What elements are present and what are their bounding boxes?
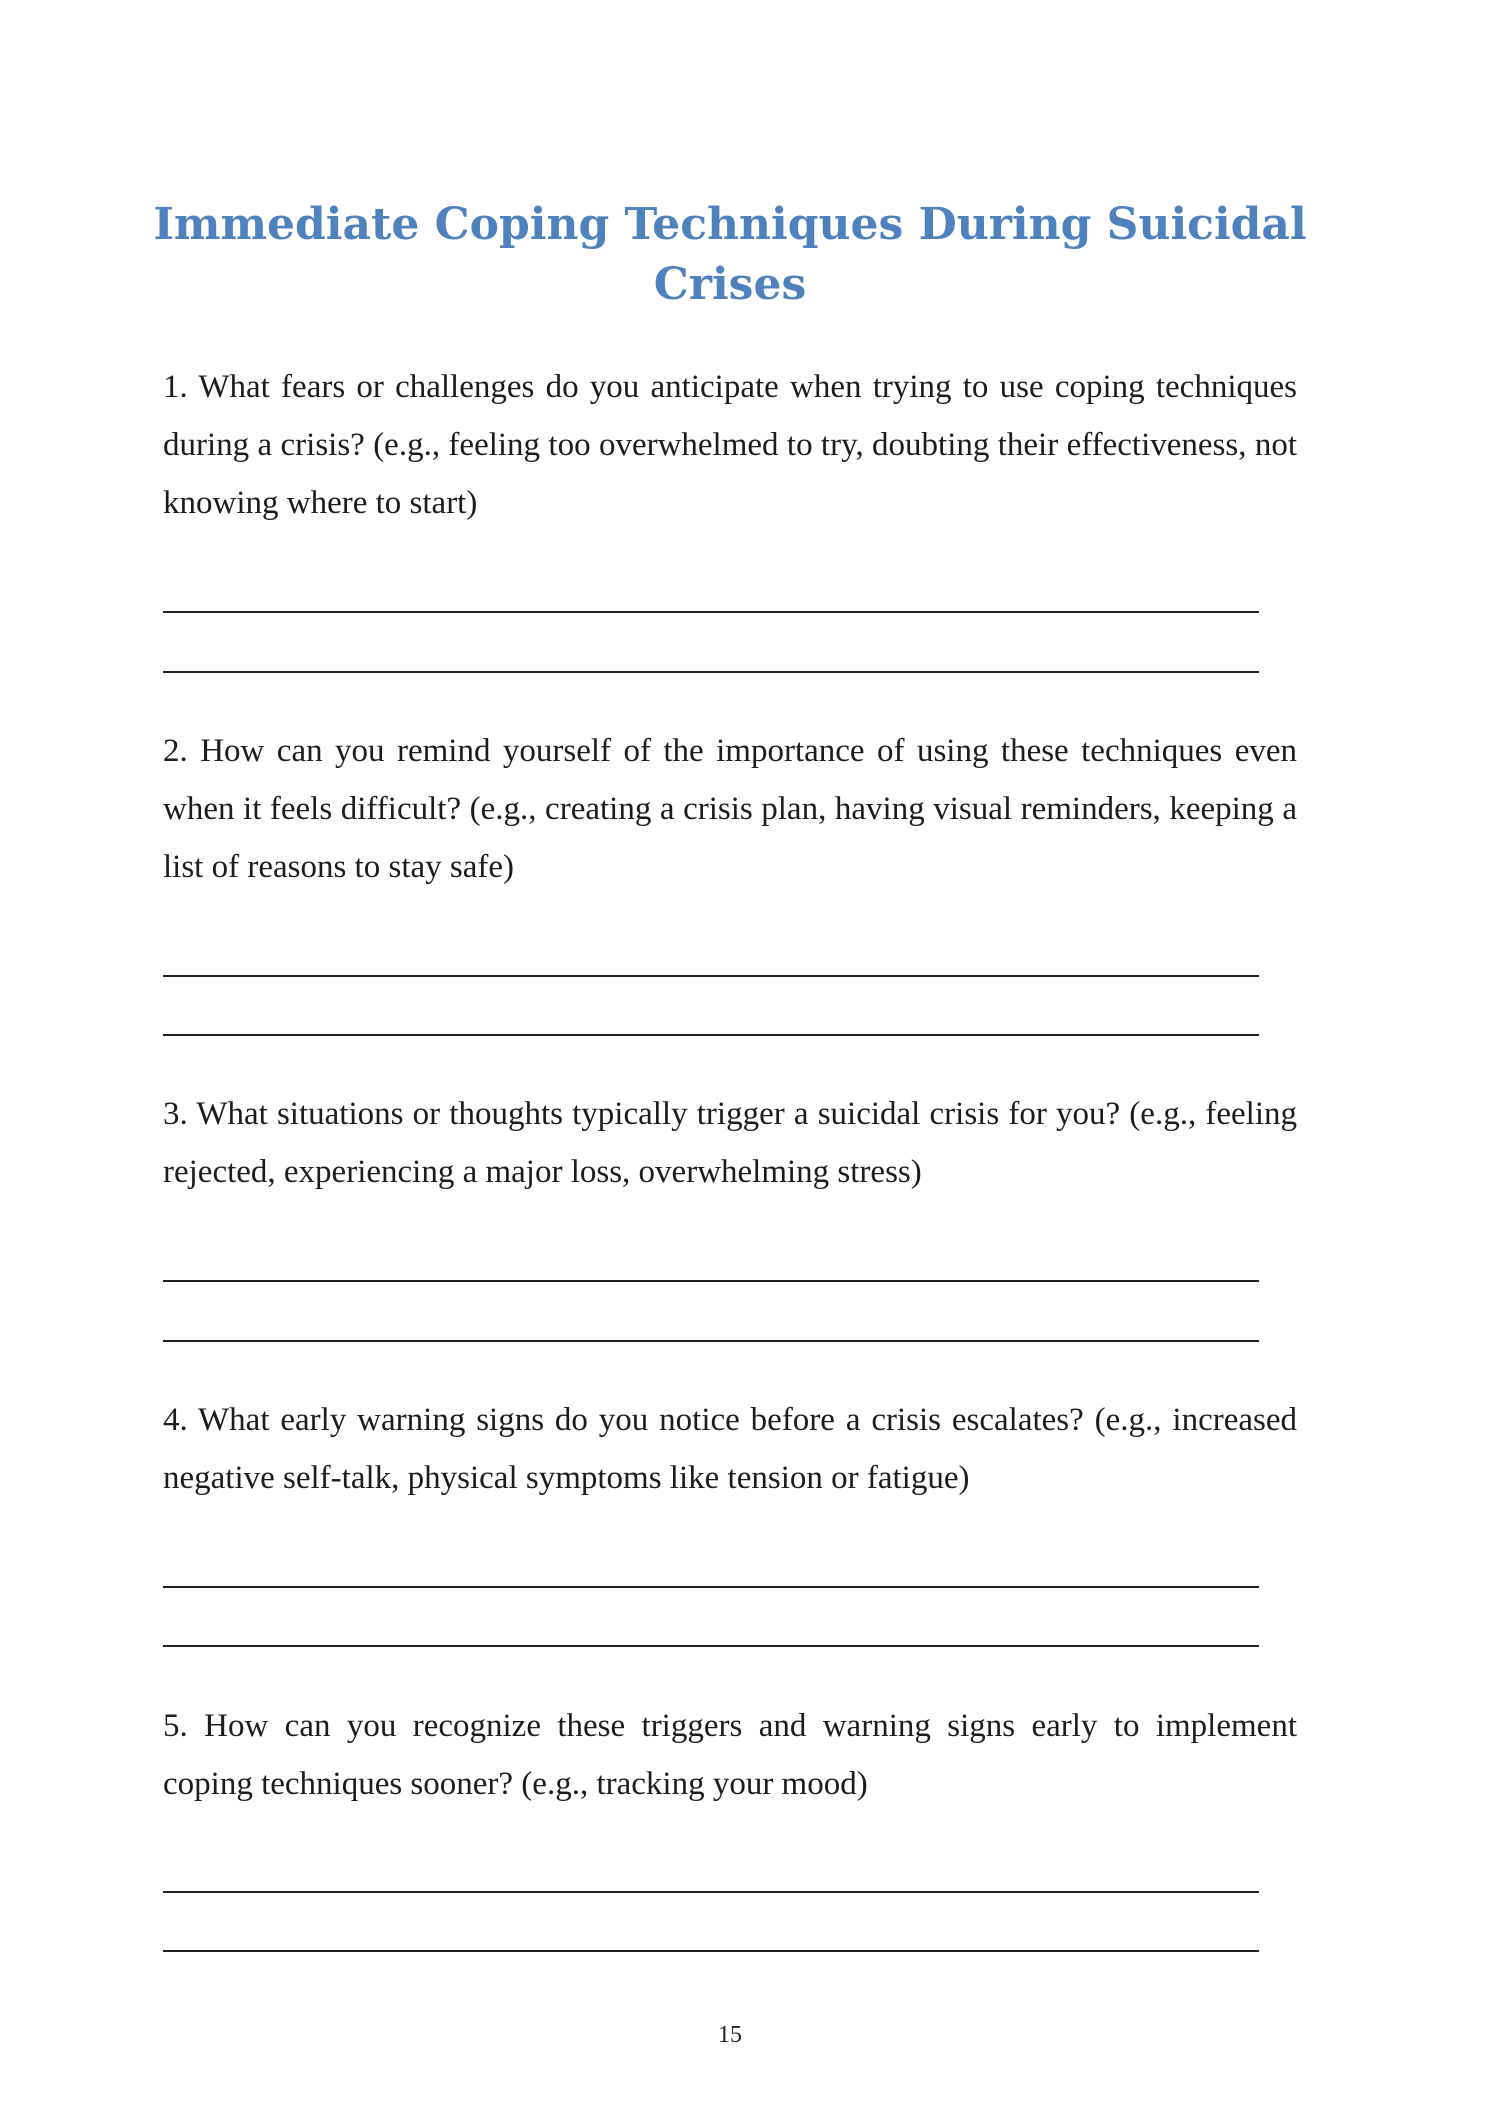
- answer-line-4a[interactable]: [163, 1586, 1259, 1588]
- answer-line-5a[interactable]: [163, 1891, 1259, 1893]
- answer-line-1b[interactable]: [163, 671, 1259, 673]
- answer-line-3b[interactable]: [163, 1340, 1259, 1342]
- question-2: 2. How can you remind yourself of the importance of using these techniques even when it feels difficult? (e.g., creating a crisis plan, having visual reminders, keeping a list of reasons to stay safe): [163, 733, 1297, 885]
- answer-line-1a[interactable]: [163, 611, 1259, 613]
- question-5: 5. How can you recognize these triggers and warning signs early to implement coping techniques sooner? (e.g., tracking your mood): [163, 1708, 1297, 1802]
- page-number: 15: [718, 2022, 742, 2048]
- answer-line-4b[interactable]: [163, 1645, 1259, 1647]
- page-title: Immediate Coping Techniques During Suicidal Crises: [153, 199, 1307, 310]
- answer-line-2b[interactable]: [163, 1034, 1259, 1036]
- answer-line-2a[interactable]: [163, 975, 1259, 977]
- question-4: 4. What early warning signs do you notice before a crisis escalates? (e.g., increased negative self-talk, physical symptoms like tension or fatigue): [163, 1402, 1297, 1496]
- question-1: 1. What fears or challenges do you anticipate when trying to use coping techniques during a crisis? (e.g., feeling too overwhelmed to try, doubting their effectiveness, not knowing where to start): [163, 369, 1297, 521]
- answer-line-5b[interactable]: [163, 1950, 1259, 1952]
- question-3: 3. What situations or thoughts typically trigger a suicidal crisis for you? (e.g., feeling rejected, experiencing a major loss, overwhelming stress): [163, 1096, 1297, 1190]
- answer-line-3a[interactable]: [163, 1280, 1259, 1282]
